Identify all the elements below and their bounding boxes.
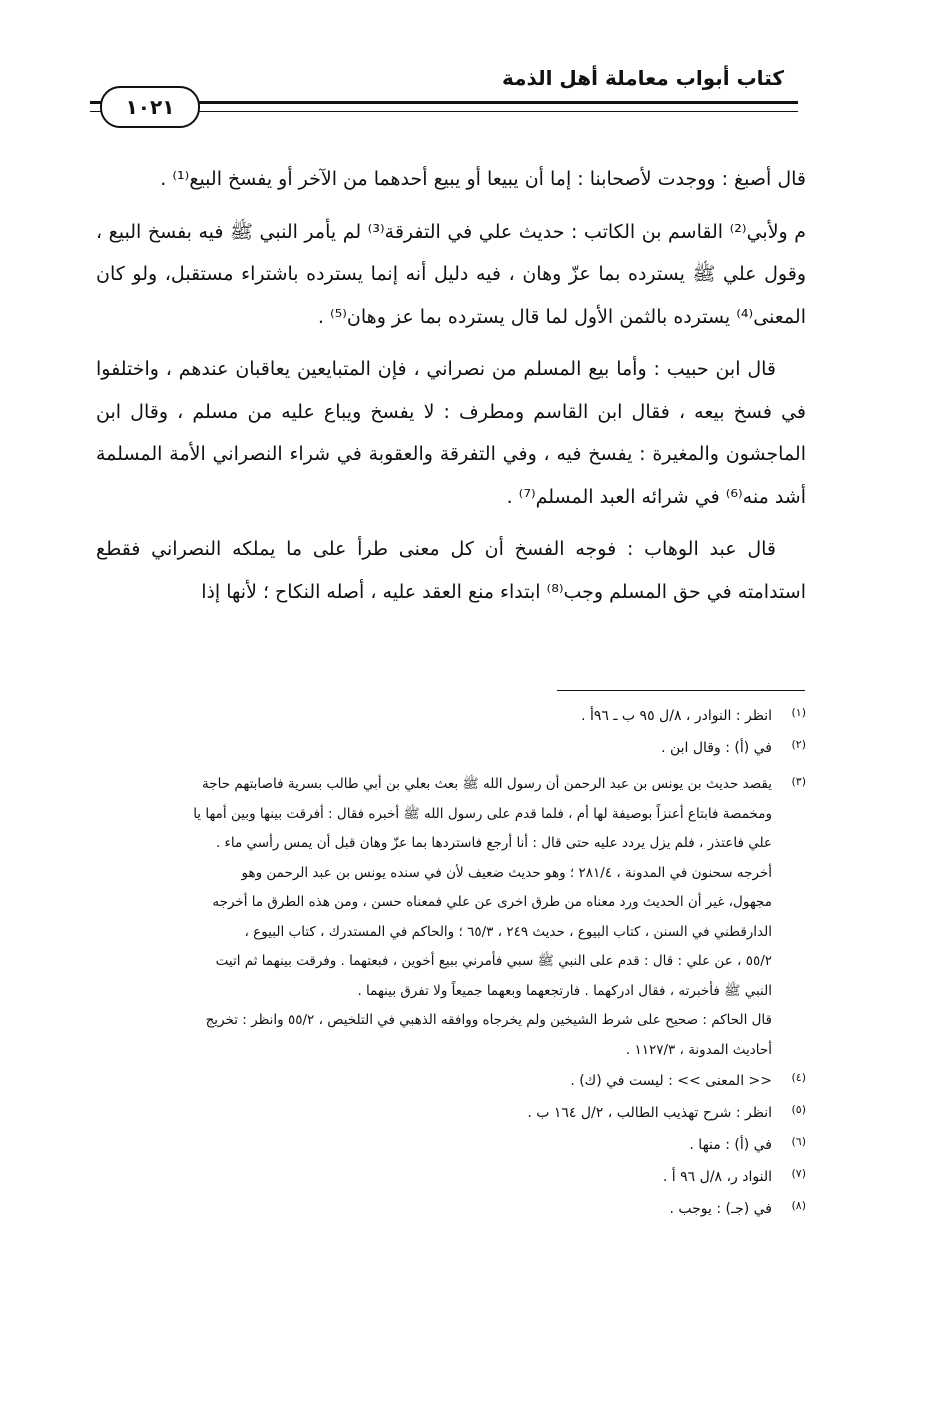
footnote-3 bbox=[96, 770, 806, 1065]
footnote-6 bbox=[96, 1129, 806, 1161]
footnote-number: (٣) bbox=[791, 775, 806, 788]
footnote-number: (٢) bbox=[791, 738, 806, 751]
footnote-text: << المعنى >> : ليست في (ك) . bbox=[570, 1073, 772, 1089]
paragraph-asbagh: قال أصبغ : ووجدت لأصحابنا : إما أن يبيعا أو يبيع أحدهما من الآخر أو يفسخ البيع⁽¹⁾ . bbox=[160, 168, 806, 190]
footnotes bbox=[96, 700, 806, 1225]
footnote-1 bbox=[96, 700, 806, 732]
footnote-text: انظر : شرح تهذيب الطالب ، ٢/ل ١٦٤ ب . bbox=[527, 1105, 772, 1121]
footnote-text: النواد ر، ٨/ل ٩٦ أ . bbox=[662, 1169, 772, 1185]
footnote-text: في (جـ) : يوجب . bbox=[669, 1201, 772, 1217]
footnote-number: (٤) bbox=[791, 1071, 806, 1084]
footnote-5 bbox=[96, 1097, 806, 1129]
footnote-line: الدارقطني في السنن ، كتاب البيوع ، حديث ٢٤٩ ، ٦٥/٣ ؛ والحاكم في المستدرك ، كتاب البيوع ، bbox=[244, 923, 772, 940]
running-title: كتاب أبواب معاملة أهل الذمة bbox=[502, 66, 784, 90]
footnote-text bbox=[96, 770, 772, 1065]
footnote-line: ٥٥/٢ ، عن علي : قال : قدم على النبي ﷺ سبي فأمرني ببيع أخوين ، فبعتهما . وفرقت بينهما ثم اتيت bbox=[215, 953, 772, 969]
footnote-number: (١) bbox=[791, 706, 806, 719]
footnote-text: انظر : النوادر ، ٨/ل ٩٥ ب ـ ٩٦أ . bbox=[581, 708, 772, 724]
footnote-number: (٦) bbox=[791, 1135, 806, 1148]
footnote-line: ومخمصة فابتاع أعنزاً بوصيفة لها أم ، فلما قدم على رسول الله ﷺ أخبره فقال : أفرقت بينها وبين أمها يا bbox=[193, 805, 772, 822]
footnote-text: في (أ) : وقال ابن . bbox=[661, 740, 772, 756]
footnote-number: (٧) bbox=[791, 1167, 806, 1180]
footnote-line: مجهول، غير أن الحديث ورد معناه من طرق اخرى عن علي فمعناه حسن ، ومن هذه الطرق ما أخرجه bbox=[212, 894, 772, 910]
paragraph-abd-alwahhab: قال عبد الوهاب : فوجه الفسخ أن كل معنى طرأ على ما يملكه النصراني فقطع استدامته في حق المسلم وجب⁽⁸⁾ ابتداء منع العقد عليه ، أصله النكاح ؛ لأنها إذا bbox=[96, 538, 806, 603]
footnote-number: (٨) bbox=[791, 1199, 806, 1212]
paragraph-ibn-alkatib: م ولأبي⁽²⁾ القاسم بن الكاتب : حديث علي في التفرقة⁽³⁾ لم يأمر النبي ﷺ فيه بفسخ البيع ، وقول علي ﷺ يسترده بما عزّ وهان ، فيه دليل أنه إنما يسترده باشتراء مستقبل، ولو كان المعنى⁽⁴⁾ يسترده بالثمن الأول لما قال يسترده بما عز وهان⁽⁵⁾ . bbox=[96, 220, 807, 328]
footnote-line: أخرجه سحنون في المدونة ، ٢٨١/٤ ؛ وهو حديث ضعيف لأن في سنده يونس بن عبد الرحمن وهو bbox=[241, 864, 772, 881]
footnote-text: في (أ) : منها . bbox=[689, 1137, 772, 1153]
footnote-8 bbox=[96, 1193, 806, 1225]
footnote-line: يقصد حديث بن يونس بن عبد الرحمن أن رسول الله ﷺ بعث بعلي بن أبي طالب بسرية فاصابتهم حاجة bbox=[202, 776, 772, 792]
footnote-line: النبي ﷺ فأخبرته ، فقال ادركهما . فارتجعهما وبعهما جميعاً ولا تفرق بينهما . bbox=[357, 982, 772, 999]
page-number: ١٠٢١ bbox=[100, 86, 200, 128]
footnote-line: أحاديث المدونة ، ١١٢٧/٣ . bbox=[625, 1041, 772, 1058]
footnote-4 bbox=[96, 1065, 806, 1097]
footnote-rule bbox=[557, 690, 805, 691]
footnote-line: علي فاعتذر ، فلم يزل يردد عليه حتى قال : أنا أرجع فاستردها بما عزّ وهان قبل أن يمس رأسي ماء . bbox=[215, 835, 772, 851]
footnote-7 bbox=[96, 1161, 806, 1193]
footnote-number: (٥) bbox=[791, 1103, 806, 1116]
main-text bbox=[96, 158, 806, 623]
paragraph-ibn-habib: قال ابن حبيب : وأما بيع المسلم من نصراني ، فإن المتبايعين يعاقبان عندهم ، واختلفوا في فسخ بيعه ، فقال ابن القاسم ومطرف : لا يفسخ ويباع عليه من مسلم ، وقال ابن الماجشون والمغيرة : يفسخ فيه ، وفي التفرقة والعقوبة في شراء النصراني الأمة المسلمة أشد منه⁽⁶⁾ في شرائه العبد المسلم⁽⁷⁾ . bbox=[96, 358, 806, 508]
footnote-2 bbox=[96, 732, 806, 764]
footnote-line: قال الحاكم : صحيح على شرط الشيخين ولم يخرجاه ووافقه الذهبي في التلخيص ، ٥٥/٢ وانظر : تخريج bbox=[205, 1012, 772, 1028]
